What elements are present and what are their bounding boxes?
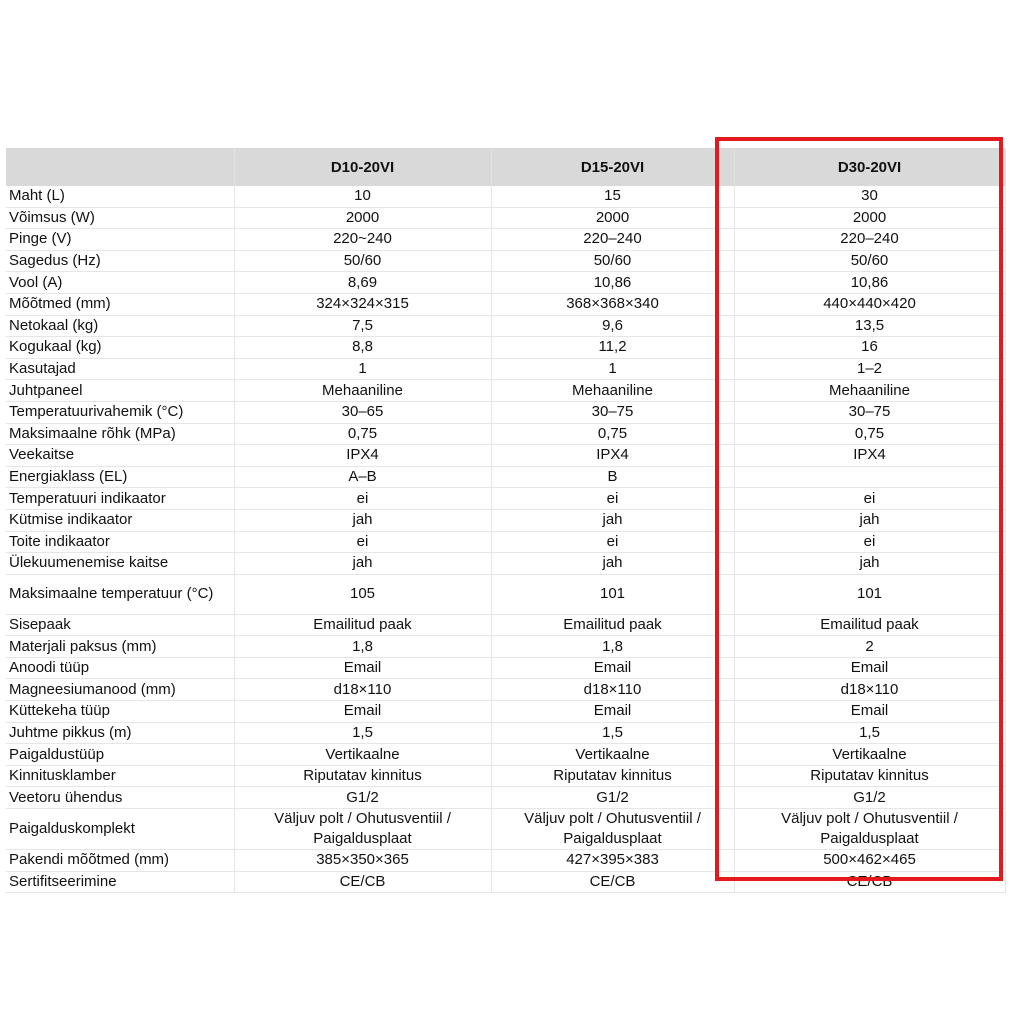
cell-value: 440×440×420 — [734, 293, 1005, 315]
cell-value: 1,5 — [491, 722, 734, 744]
cell-value: 30–65 — [234, 401, 491, 423]
cell-value: CE/CB — [734, 871, 1005, 893]
header-corner — [6, 148, 234, 186]
table-row — [6, 787, 1005, 809]
cell-value: A–B — [234, 466, 491, 488]
row-label: Ülekuumenemise kaitse — [6, 553, 234, 575]
cell-value: 8,8 — [234, 337, 491, 359]
cell-value: Emailitud paak — [234, 614, 491, 636]
cell-value: 0,75 — [491, 423, 734, 445]
cell-value: jah — [491, 553, 734, 575]
table-row — [6, 509, 1005, 531]
table-row — [6, 744, 1005, 766]
cell-value: 50/60 — [734, 250, 1005, 272]
cell-value: IPX4 — [491, 445, 734, 467]
row-label: Maksimaalne temperatuur (°C) — [6, 574, 234, 614]
table-row — [6, 315, 1005, 337]
cell-value: 368×368×340 — [491, 293, 734, 315]
cell-value: 220–240 — [734, 229, 1005, 251]
table-row — [6, 445, 1005, 467]
row-label: Juhtpaneel — [6, 380, 234, 402]
row-label: Pinge (V) — [6, 229, 234, 251]
cell-value: 500×462×465 — [734, 850, 1005, 872]
table-row — [6, 765, 1005, 787]
cell-value: Email — [234, 657, 491, 679]
row-label: Kinnitusklamber — [6, 765, 234, 787]
cell-value: Riputatav kinnitus — [234, 765, 491, 787]
cell-value: IPX4 — [234, 445, 491, 467]
cell-value: jah — [491, 509, 734, 531]
cell-value: Väljuv polt / Ohutusventiil / Paigaldusplaat — [234, 809, 491, 850]
spec-body — [6, 186, 1005, 893]
table-row — [6, 701, 1005, 723]
cell-value: 385×350×365 — [234, 850, 491, 872]
cell-value: ei — [234, 488, 491, 510]
cell-value: d18×110 — [491, 679, 734, 701]
row-label: Sisepaak — [6, 614, 234, 636]
table-row — [6, 358, 1005, 380]
cell-value: G1/2 — [734, 787, 1005, 809]
cell-value: ei — [491, 488, 734, 510]
cell-value: G1/2 — [234, 787, 491, 809]
table-row — [6, 531, 1005, 553]
row-label: Netokaal (kg) — [6, 315, 234, 337]
cell-value: 8,69 — [234, 272, 491, 294]
row-label: Anoodi tüüp — [6, 657, 234, 679]
cell-value: 9,6 — [491, 315, 734, 337]
table-row — [6, 423, 1005, 445]
cell-value: 2 — [734, 636, 1005, 658]
cell-value: 427×395×383 — [491, 850, 734, 872]
row-label: Pakendi mõõtmed (mm) — [6, 850, 234, 872]
cell-value: Mehaaniline — [491, 380, 734, 402]
row-label: Kasutajad — [6, 358, 234, 380]
cell-value: 15 — [491, 186, 734, 207]
cell-value: 1 — [491, 358, 734, 380]
cell-value: ei — [734, 531, 1005, 553]
cell-value: Väljuv polt / Ohutusventiil / Paigaldusplaat — [491, 809, 734, 850]
cell-value: 1,5 — [734, 722, 1005, 744]
cell-value: Riputatav kinnitus — [734, 765, 1005, 787]
table-row — [6, 337, 1005, 359]
cell-value: 1 — [234, 358, 491, 380]
cell-value: Mehaaniline — [234, 380, 491, 402]
table-row — [6, 186, 1005, 207]
cell-value: Email — [734, 657, 1005, 679]
row-label: Paigaldustüüp — [6, 744, 234, 766]
row-label: Veekaitse — [6, 445, 234, 467]
table-row — [6, 809, 1005, 850]
row-label: Paigalduskomplekt — [6, 809, 234, 850]
cell-value: ei — [234, 531, 491, 553]
table-row — [6, 207, 1005, 229]
row-label: Sagedus (Hz) — [6, 250, 234, 272]
cell-value: B — [491, 466, 734, 488]
cell-value: 13,5 — [734, 315, 1005, 337]
row-label: Võimsus (W) — [6, 207, 234, 229]
table-row — [6, 679, 1005, 701]
cell-value: G1/2 — [491, 787, 734, 809]
cell-value: 1,8 — [234, 636, 491, 658]
cell-value: 2000 — [234, 207, 491, 229]
row-label: Maht (L) — [6, 186, 234, 207]
cell-value: 7,5 — [234, 315, 491, 337]
cell-value: 0,75 — [234, 423, 491, 445]
row-label: Kogukaal (kg) — [6, 337, 234, 359]
cell-value: d18×110 — [734, 679, 1005, 701]
cell-value: 11,2 — [491, 337, 734, 359]
cell-value: 220~240 — [234, 229, 491, 251]
cell-value: 30–75 — [734, 401, 1005, 423]
cell-value: 30 — [734, 186, 1005, 207]
cell-value: Email — [491, 657, 734, 679]
cell-value: 1–2 — [734, 358, 1005, 380]
cell-value: Vertikaalne — [234, 744, 491, 766]
row-label: Sertifitseerimine — [6, 871, 234, 893]
row-label: Juhtme pikkus (m) — [6, 722, 234, 744]
cell-value: 50/60 — [491, 250, 734, 272]
cell-value: ei — [734, 488, 1005, 510]
spec-table — [6, 148, 1006, 893]
table-row — [6, 850, 1005, 872]
cell-value: jah — [734, 553, 1005, 575]
table-row — [6, 574, 1005, 614]
table-row — [6, 636, 1005, 658]
row-label: Toite indikaator — [6, 531, 234, 553]
table-row — [6, 272, 1005, 294]
header-model-d10: D10-20VI — [234, 148, 491, 186]
cell-value: 220–240 — [491, 229, 734, 251]
cell-value: 10 — [234, 186, 491, 207]
table-row — [6, 614, 1005, 636]
cell-value: IPX4 — [734, 445, 1005, 467]
row-label: Küttekeha tüüp — [6, 701, 234, 723]
cell-value: CE/CB — [491, 871, 734, 893]
row-label: Maksimaalne rõhk (MPa) — [6, 423, 234, 445]
cell-value: Emailitud paak — [734, 614, 1005, 636]
cell-value: 101 — [491, 574, 734, 614]
cell-value: 2000 — [491, 207, 734, 229]
cell-value: Mehaaniline — [734, 380, 1005, 402]
table-row — [6, 401, 1005, 423]
table-row — [6, 488, 1005, 510]
table-row — [6, 871, 1005, 893]
cell-value: 16 — [734, 337, 1005, 359]
cell-value: Väljuv polt / Ohutusventiil / Paigaldusplaat — [734, 809, 1005, 850]
cell-value: Riputatav kinnitus — [491, 765, 734, 787]
row-label: Magneesiumanood (mm) — [6, 679, 234, 701]
cell-value: CE/CB — [234, 871, 491, 893]
row-label: Mõõtmed (mm) — [6, 293, 234, 315]
row-label: Kütmise indikaator — [6, 509, 234, 531]
row-label: Temperatuurivahemik (°C) — [6, 401, 234, 423]
cell-value: jah — [234, 509, 491, 531]
row-label: Temperatuuri indikaator — [6, 488, 234, 510]
cell-value: 101 — [734, 574, 1005, 614]
cell-value: 50/60 — [234, 250, 491, 272]
header-model-d15: D15-20VI — [491, 148, 734, 186]
table-row — [6, 657, 1005, 679]
cell-value: Email — [491, 701, 734, 723]
cell-value: 10,86 — [491, 272, 734, 294]
cell-value: 2000 — [734, 207, 1005, 229]
row-label: Vool (A) — [6, 272, 234, 294]
table-row — [6, 293, 1005, 315]
cell-value: Emailitud paak — [491, 614, 734, 636]
cell-value: jah — [234, 553, 491, 575]
cell-value: jah — [734, 509, 1005, 531]
cell-value: 30–75 — [491, 401, 734, 423]
cell-value: 105 — [234, 574, 491, 614]
cell-value: ei — [491, 531, 734, 553]
cell-value: 1,8 — [491, 636, 734, 658]
row-label: Energiaklass (EL) — [6, 466, 234, 488]
cell-value: Email — [734, 701, 1005, 723]
header-row — [6, 148, 1005, 186]
row-label: Materjali paksus (mm) — [6, 636, 234, 658]
cell-value: Vertikaalne — [734, 744, 1005, 766]
table-row — [6, 553, 1005, 575]
table-row — [6, 722, 1005, 744]
table-row — [6, 466, 1005, 488]
cell-value: Vertikaalne — [491, 744, 734, 766]
cell-value: 1,5 — [234, 722, 491, 744]
cell-value: d18×110 — [234, 679, 491, 701]
table-row — [6, 380, 1005, 402]
cell-value: 10,86 — [734, 272, 1005, 294]
table-row — [6, 229, 1005, 251]
row-label: Veetoru ühendus — [6, 787, 234, 809]
cell-value: 324×324×315 — [234, 293, 491, 315]
table-row — [6, 250, 1005, 272]
cell-value: Email — [234, 701, 491, 723]
header-model-d30: D30-20VI — [734, 148, 1005, 186]
cell-value: 0,75 — [734, 423, 1005, 445]
cell-value — [734, 466, 1005, 488]
